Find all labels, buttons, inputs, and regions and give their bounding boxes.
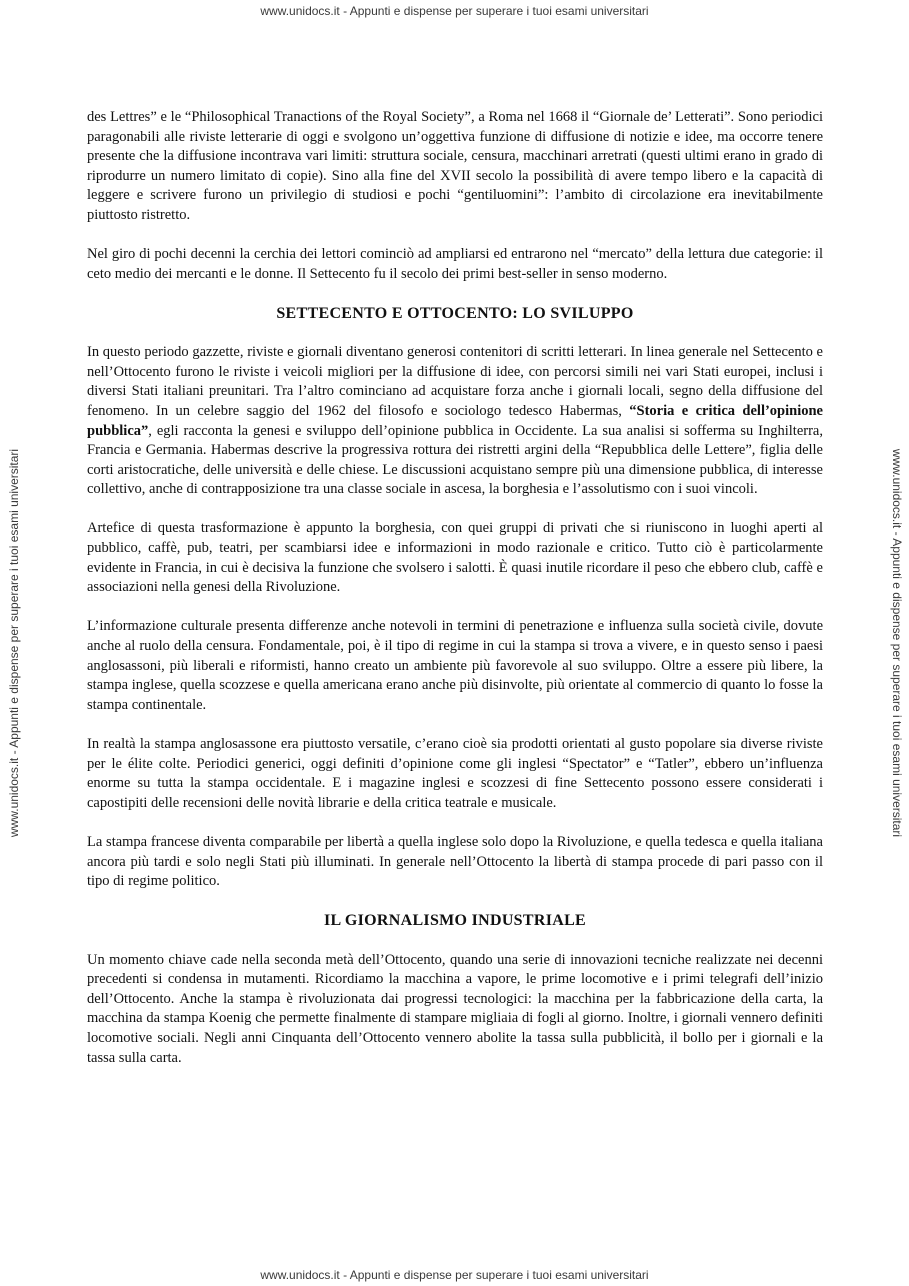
paragraph-6: In realtà la stampa anglosassone era piuttosto versatile, c’erano cioè sia prodotti orientati al gusto popolare sia diverse riviste per le élite colte. Periodici generici, oggi definiti d’opinione come gli inglesi “Spectator” e “Tatler”, ebbero un’influenza enorme su tutta la stampa occidentale. E i magazine inglesi e scozzesi di fine Settecento possono essere considerati i capostipiti delle recensioni delle novità librarie e della critica teatrale e musicale.	[87, 736, 823, 811]
right-watermark-text: www.unidocs.it - Appunti e dispense per superare i tuoi esami universitari	[890, 448, 904, 838]
footer-watermark-link[interactable]: www.unidocs.it - Appunti e dispense per superare i tuoi esami universitari	[260, 1268, 649, 1282]
section-heading-giornalismo: IL GIORNALISMO INDUSTRIALE	[323, 912, 587, 930]
paragraph-1: des Lettres” e le “Philosophical Tranactions of the Royal Society”, a Roma nel 1668 il “Giornale de’ Letterati”. Sono periodici paragonabili alle riviste letterarie di oggi e svolgono un’oggettiva funzione di diffusione di notizie e idee, ma occorre tenere presente che la diffusione incontrava vari limiti: struttura sociale, censura, macchinari arretrati (questi ultimi erano in grado di riprodurre un numero limitato di copie). Sino alla fine del XVII secolo la possibilità di avere tempo libero e la capacità di leggere e scrivere furono un privilegio di studiosi e pochi “gentiluomini”: l’ambito di circolazione era inevitabilmente piuttosto ristretto.	[87, 109, 823, 223]
left-watermark-text: www.unidocs.it - Appunti e dispense per superare i tuoi esami universitari	[7, 448, 21, 838]
book-title-bold: “Storia e critica dell’opinione pubblica”	[87, 402, 823, 439]
paragraph-8: Un momento chiave cade nella seconda metà dell’Ottocento, quando una serie di innovazioni tecniche realizzate nei decenni precedenti si condensa in mutamenti. Ricordiamo la macchina a vapore, le prime locomotive e i primi telegrafi dell’inizio dell’Ottocento. Anche la stampa è rivoluzionata dai progressi tecnologici: la macchina per la fabbricazione della carta, la macchina da stampa Koenig che permette finalmente di stampare migliaia di fogli al giorno. Inoltre, i giornali vennero definiti locomotive sociali. Negli anni Cinquanta dell’Ottocento vennero abolite la tassa sulla pubblicità, il bollo per i giornali e la tassa sulla carta.	[87, 951, 823, 1066]
document-body	[87, 108, 823, 1088]
paragraph-3-end: , egli racconta la genesi e sviluppo dell’opinione pubblica in Occidente. La sua analisi si sofferma su Inghilterra, Francia e Germania. Habermas descrive la progressiva rottura dei ristretti argini della “Repubblica delle Lettere”, figlia delle corti aristocratiche, delle università e delle chiese. Le discussioni acquistano sempre più una dimensione pubblica, di interesse collettivo, anche di contrapposizione tra una classe sociale in ascesa, la borghesia e l’assolutismo con i suoi vincoli.	[87, 422, 823, 498]
section-heading-sviluppo: SETTECENTO E OTTOCENTO: LO SVILUPPO	[276, 304, 634, 322]
paragraph-3-start: In questo periodo gazzette, riviste e giornali diventano generosi contenitori di scritti letterari. In linea generale nel Settecento e nell’Ottocento furono le riviste i veicoli migliori per la diffusione di idee, con percorsi simili nei vari Stati europei, inclusi i diversi Stati italiani preunitari. Tra l’altro cominciano ad acquistare forza anche i giornali locali, segno della diffusione del fenomeno. In un celebre saggio del 1962 del filosofo e sociologo tedesco Habermas,	[87, 344, 823, 419]
paragraph-3	[87, 343, 823, 500]
paragraph-5: L’informazione culturale presenta differenze anche notevoli in termini di penetrazione e influenza sulla società civile, dovute anche al ruolo della censura. Fondamentale, poi, è il tipo di regime in cui la stampa si trova a vivere, e in questo senso i paesi anglosassoni, più liberali e riformisti, hanno creato un ambiente più favorevole al suo sviluppo. Oltre a essere più libere, la stampa inglese, quella scozzese e quella americana erano anche più disinvolte, più orientate al commercio di quanto lo fosse la stampa continentale.	[87, 618, 823, 713]
header-watermark-link[interactable]: www.unidocs.it - Appunti e dispense per superare i tuoi esami universitari	[260, 4, 649, 18]
paragraph-2: Nel giro di pochi decenni la cerchia dei lettori cominciò ad ampliarsi ed entrarono nel “mercato” della lettura due categorie: il ceto medio dei mercanti e le donne. Il Settecento fu il secolo dei primi best-seller in senso moderno.	[87, 246, 823, 282]
paragraph-4: Artefice di questa trasformazione è appunto la borghesia, con quei gruppi di privati che si riuniscono in luoghi aperti al pubblico, caffè, pub, teatri, per scambiarsi idee e informazioni in modo razionale e critico. Tutto ciò è particolarmente evidente in Francia, in cui è decisiva la funzione che svolsero i salotti. È quasi inutile ricordare il peso che ebbero club, caffè e associazioni nella genesi della Rivoluzione.	[87, 520, 823, 596]
paragraph-7: La stampa francese diventa comparabile per libertà a quella inglese solo dopo la Rivoluzione, e quella tedesca e quella italiana ancora più tardi e solo negli Stati più illuminati. In generale nell’Ottocento la libertà di stampa procede di pari passo con il tipo di regime politico.	[87, 833, 823, 890]
